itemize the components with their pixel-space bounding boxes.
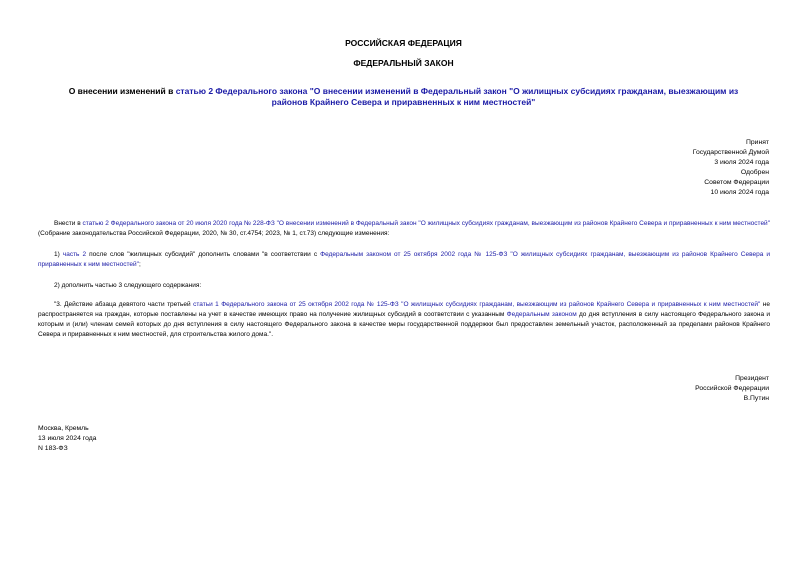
doc-type-heading: ФЕДЕРАЛЬНЫЙ ЗАКОН: [353, 58, 454, 68]
quote-link-law[interactable]: Федеральным законом: [506, 311, 577, 318]
law-title-prefix: О внесении изменений в: [68, 86, 176, 96]
item-1-link-part[interactable]: часть 2: [62, 251, 87, 258]
approval-date: 10 июля 2024 года: [710, 189, 769, 196]
item-1-link-law[interactable]: Федеральным законом от 25 октября 2002 года № 125-ФЗ "О жилищных субсидиях гражданам, выезжающим из районов Крайнего Севера и приравненных к ним местностей": [38, 251, 771, 268]
quote-text: не распространяется на граждан, которые поставлены на учет в качестве имеющих право на получение жилищных субсидий в соответствии с указанным: [38, 301, 771, 318]
intro-text: (Собрание законодательства Российской Федерации, 2020, № 30, ст.4754; 2023, № 1, ст.73) следующие изменения:: [38, 230, 390, 237]
item-1-text: 1): [54, 251, 63, 258]
adoption-line: Принят: [745, 139, 769, 146]
adoption-line: Государственной Думой: [692, 149, 769, 156]
quote-text: до дня вступления в силу настоящего Федерального закона и которым и (или) членам семей которых до дня вступления в силу настоящего Федерального закона в качестве меры государственной поддержки был предоставлен земельный участок, расположенный за пределами районов Крайнего Севера и приравненных к ним местностей, для строительства жилого дома.".: [38, 311, 770, 338]
item-1-paragraph: [38, 250, 770, 270]
signature-title: Российской Федерации: [695, 385, 769, 392]
intro-text: Внести в: [54, 220, 83, 227]
item-1-text: после слов "жилищных субсидий" дополнить словами "в соответствии с: [86, 251, 321, 258]
place-date-block: [38, 424, 96, 454]
item-1-text: ;: [138, 261, 141, 268]
adoption-date: 3 июля 2024 года: [714, 159, 769, 166]
country-heading: РОССИЙСКАЯ ФЕДЕРАЦИЯ: [345, 38, 462, 48]
law-title-link[interactable]: статью 2 Федерального закона "О внесении изменений в Федеральный закон "О жилищных субсидиях гражданам, выезжающим из районов Крайнего Севера и приравненных к ним местностей": [175, 86, 739, 107]
quote-paragraph: [38, 300, 770, 340]
adoption-block: [693, 138, 769, 198]
quote-link-article[interactable]: статьи 1 Федерального закона от 25 октября 2002 года № 125-ФЗ "О жилищных субсидиях гражданам, выезжающим из районов Крайнего Севера и приравненных к ним местностей": [193, 301, 761, 308]
place: Москва, Кремль: [38, 425, 89, 432]
law-number: N 183-ФЗ: [38, 445, 68, 452]
sign-date: 13 июля 2024 года: [38, 435, 97, 442]
approval-line: Советом Федерации: [704, 179, 769, 186]
intro-link[interactable]: статью 2 Федерального закона от 20 июля 2020 года № 228-ФЗ "О внесении изменений в Федеральный закон "О жилищных субсидиях гражданам, выезжающим из районов Крайнего Севера и приравненных к ним местностей": [82, 220, 770, 227]
item-2-paragraph: 2) дополнить частью 3 следующего содержания:: [54, 282, 202, 289]
quote-text: "3. Действие абзаца девятого части третьей: [54, 301, 194, 308]
law-title: [52, 86, 755, 108]
approval-line: Одобрен: [740, 169, 769, 176]
signature-block: [695, 374, 769, 404]
signature-title: Президент: [735, 375, 769, 382]
signature-name: В.Путин: [743, 395, 769, 402]
intro-paragraph: [38, 219, 770, 239]
